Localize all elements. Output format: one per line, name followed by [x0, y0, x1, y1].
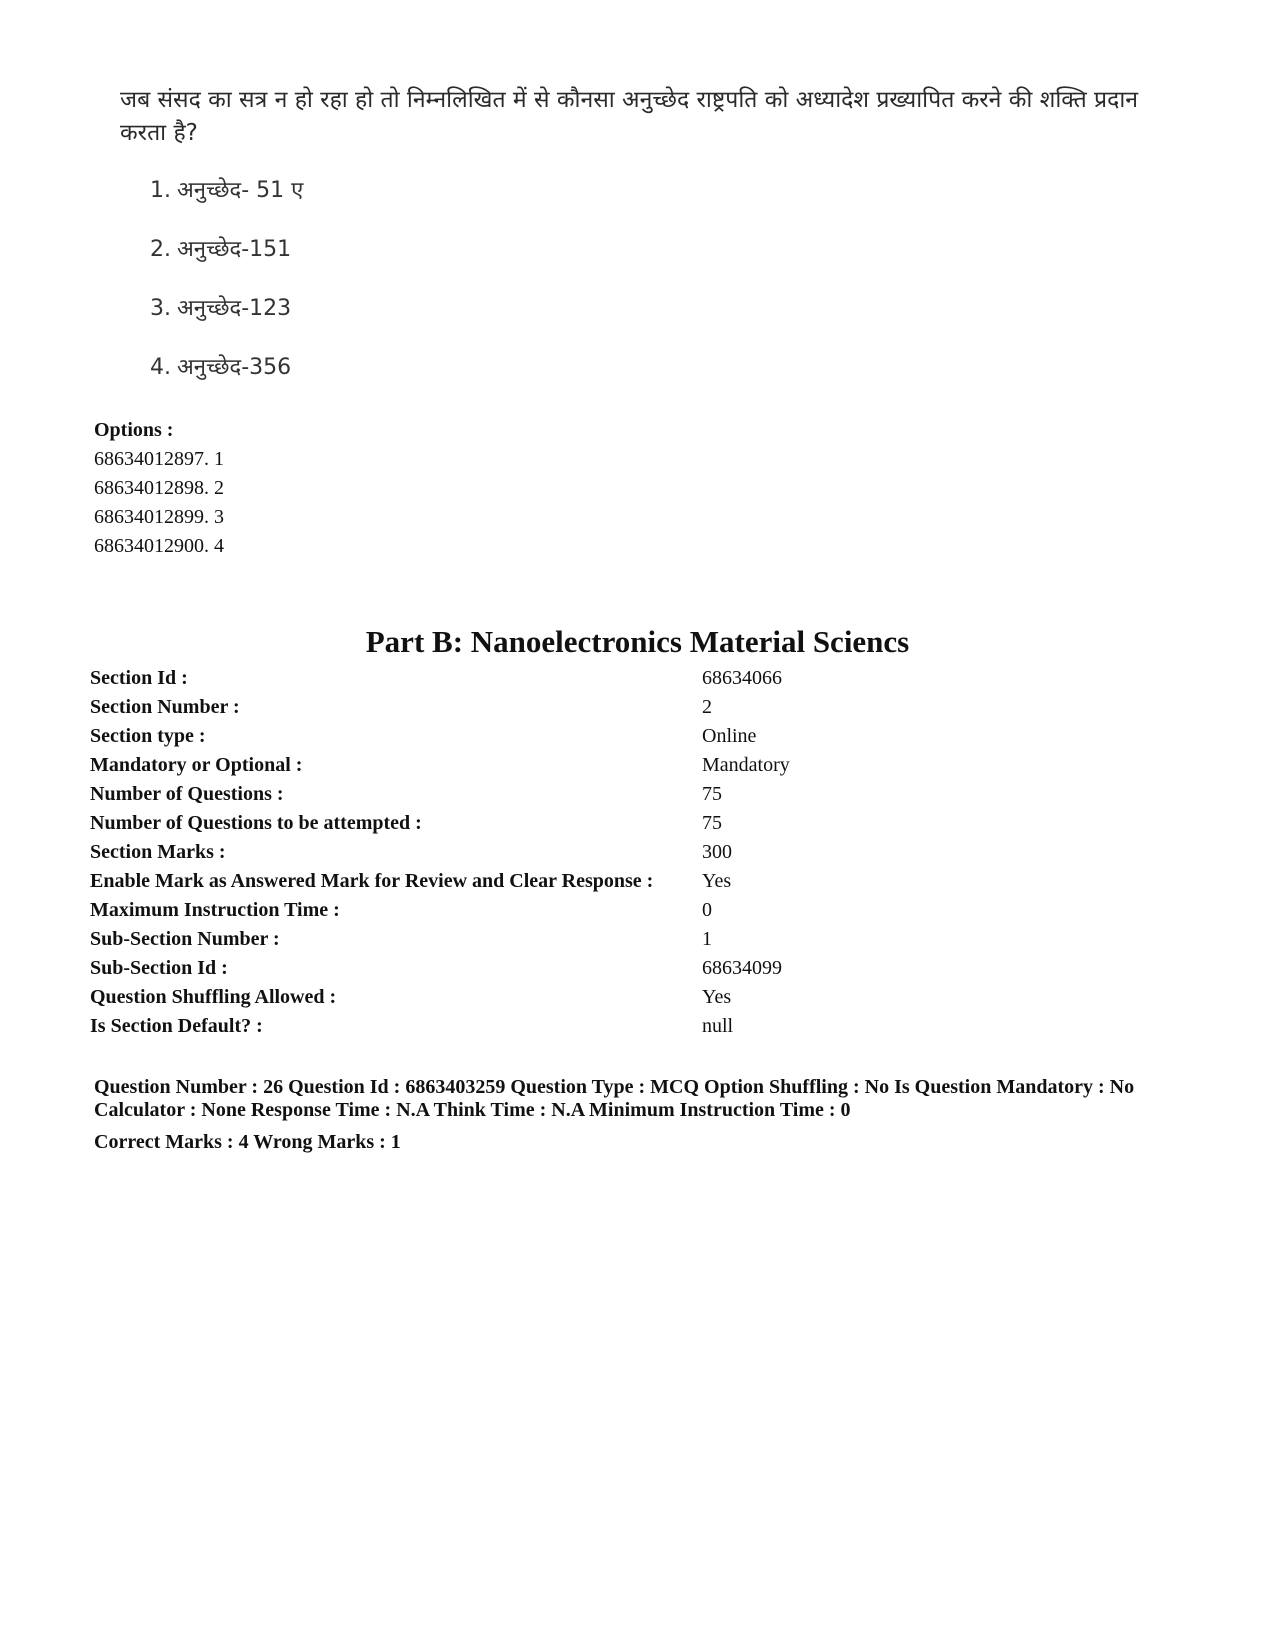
table-row — [90, 1012, 790, 1041]
row-label: Maximum Instruction Time : — [90, 899, 340, 921]
question-choices — [150, 176, 303, 412]
row-value: 68634066 — [702, 667, 782, 689]
row-label: Sub-Section Number : — [90, 928, 280, 950]
table-row — [90, 664, 790, 693]
part-title: Part B: Nanoelectronics Material Sciencs — [365, 624, 910, 659]
table-row — [90, 983, 790, 1012]
choice-number: 1. — [150, 178, 171, 203]
table-row — [90, 925, 790, 954]
row-label: Section Marks : — [90, 841, 226, 863]
choice-number: 2. — [150, 237, 171, 262]
row-value: 300 — [702, 841, 732, 863]
options-title: Options : — [94, 419, 174, 441]
choice-text: अनुच्छेद- 51 ए — [177, 178, 304, 203]
row-label: Mandatory or Optional : — [90, 754, 303, 776]
question-marks: Correct Marks : 4 Wrong Marks : 1 — [94, 1131, 401, 1153]
choice-number: 4. — [150, 355, 171, 380]
row-label: Number of Questions : — [90, 783, 284, 805]
table-row — [90, 722, 790, 751]
question-meta: Question Number : 26 Question Id : 6863403259 Question Type : MCQ Option Shuffling : No Is Question Mandatory : No Calculator : None Response Time : N.A Think Time : N.A Minimum Instruction Time : 0 — [94, 1076, 1135, 1121]
row-value: 0 — [702, 899, 712, 921]
table-row — [90, 867, 790, 896]
row-value: Mandatory — [702, 754, 790, 776]
option-item: 68634012898. 2 — [94, 477, 224, 499]
row-value: 1 — [702, 928, 712, 950]
row-value: Yes — [702, 986, 732, 1008]
choice-item — [150, 294, 303, 353]
table-row — [90, 751, 790, 780]
option-item: 68634012897. 1 — [94, 448, 224, 470]
choice-item — [150, 353, 303, 412]
choice-item — [150, 176, 303, 235]
row-label: Question Shuffling Allowed : — [90, 986, 337, 1008]
row-label: Section Number : — [90, 696, 240, 718]
choice-text: अनुच्छेद-356 — [177, 355, 292, 380]
table-row — [90, 838, 790, 867]
table-row — [90, 693, 790, 722]
section-details-table — [90, 664, 790, 1041]
row-value: 2 — [702, 696, 712, 718]
row-value: Online — [702, 725, 757, 747]
choice-text: अनुच्छेद-123 — [177, 296, 292, 321]
option-item: 68634012899. 3 — [94, 506, 224, 528]
table-row — [90, 896, 790, 925]
row-label: Is Section Default? : — [90, 1015, 263, 1037]
row-value: null — [702, 1015, 734, 1037]
table-row — [90, 954, 790, 983]
question-text: जब संसद का सत्र न हो रहा हो तो निम्नलिखित में से कौनसा अनुच्छेद राष्ट्रपति को अध्यादेश प्रख्यापित करने की शक्ति प्रदान करता है? — [120, 87, 1139, 146]
row-label: Number of Questions to be attempted : — [90, 812, 422, 834]
row-label: Section type : — [90, 725, 206, 747]
table-row — [90, 809, 790, 838]
choice-number: 3. — [150, 296, 171, 321]
choice-text: अनुच्छेद-151 — [177, 237, 292, 262]
row-label: Sub-Section Id : — [90, 957, 228, 979]
options-block — [94, 416, 224, 561]
table-row — [90, 780, 790, 809]
row-value: 75 — [702, 783, 722, 805]
row-label: Section Id : — [90, 667, 188, 689]
row-label: Enable Mark as Answered Mark for Review and Clear Response : — [90, 870, 654, 892]
row-value: 75 — [702, 812, 722, 834]
row-value: 68634099 — [702, 957, 782, 979]
choice-item — [150, 235, 303, 294]
row-value: Yes — [702, 870, 732, 892]
option-item: 68634012900. 4 — [94, 535, 224, 557]
